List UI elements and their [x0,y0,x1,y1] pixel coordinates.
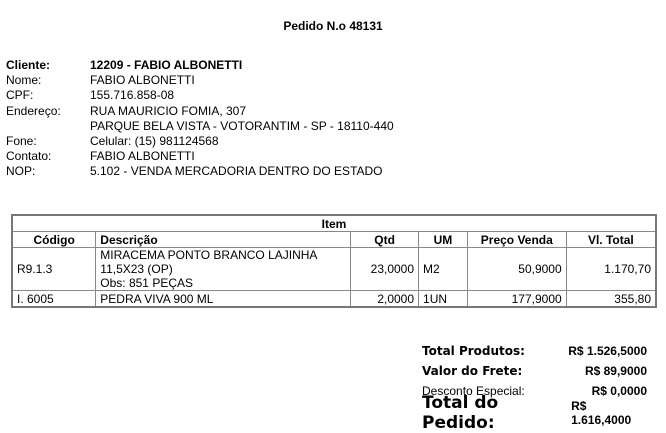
items-table [11,214,657,308]
desconto-label: Desconto Especial: [422,384,525,398]
cell-um: M2 [419,248,468,291]
endereco-line1: RUA MAURICIO FOMIA, 307 [90,103,247,118]
frete-value: R$ 89,9000 [584,364,647,378]
cliente-value: 12209 - FABIO ALBONETTI [90,58,243,72]
table-row [12,291,656,308]
endereco-line2: PARQUE BELA VISTA - VOTORANTIM - SP - 18110-440 [90,118,394,133]
fone-label: Fone: [6,134,37,149]
cliente-label: Cliente: [6,58,51,72]
cpf-label: CPF: [6,88,34,103]
cell-descricao: PEDRA VIVA 900 ML [96,291,351,308]
fone-value: Celular: (15) 981124568 [90,134,219,149]
client-info [6,58,394,180]
nop-value: 5.102 - VENDA MERCADORIA DENTRO DO ESTADO [90,164,383,179]
header-qtd: Qtd [351,232,419,248]
total-produtos-label: Total Produtos: [422,344,525,358]
contato-label: Contato: [6,149,52,164]
desc-line: MIRACEMA PONTO BRANCO LAJINHA [100,248,318,262]
cell-qtd: 23,0000 [351,248,419,291]
frete-label: Valor do Frete: [422,364,523,378]
endereco-label: Endereço: [6,103,61,118]
cell-um: 1UN [419,291,468,308]
nome-label: Nome: [6,73,42,88]
header-um: UM [419,232,468,248]
cell-descricao [96,248,351,291]
cell-preco: 177,9000 [467,291,566,308]
desconto-value: R$ 0,0000 [591,384,647,398]
totals [422,341,647,433]
table-row [12,248,656,291]
desc-obs: Obs: 851 PEÇAS [100,276,193,290]
cell-codigo: R9.1.3 [12,248,96,291]
cell-qtd: 2,0000 [351,291,419,308]
cell-preco: 50,9000 [467,248,566,291]
contato-value: FABIO ALBONETTI [90,149,195,164]
desc-line: 11,5X23 (OP) [100,262,173,276]
table-caption: Item [12,215,656,232]
header-descricao: Descrição [96,232,351,248]
cpf-value: 155.716.858-08 [90,88,175,103]
header-preco: Preço Venda [467,232,566,248]
cell-codigo: I. 6005 [12,291,96,308]
total-produtos-value: R$ 1.526,5000 [568,344,647,358]
nome-value: FABIO ALBONETTI [90,73,195,88]
total-pedido-label: Total do Pedido: [422,393,499,433]
header-codigo: Código [12,232,96,248]
nop-label: NOP: [6,164,36,179]
cell-total: 1.170,70 [566,248,656,291]
total-pedido-value: R$ 1.616,4000 [571,399,632,427]
page-title: Pedido N.o 48131 [283,19,383,33]
cell-total: 355,80 [566,291,656,308]
header-total: Vl. Total [566,232,656,248]
